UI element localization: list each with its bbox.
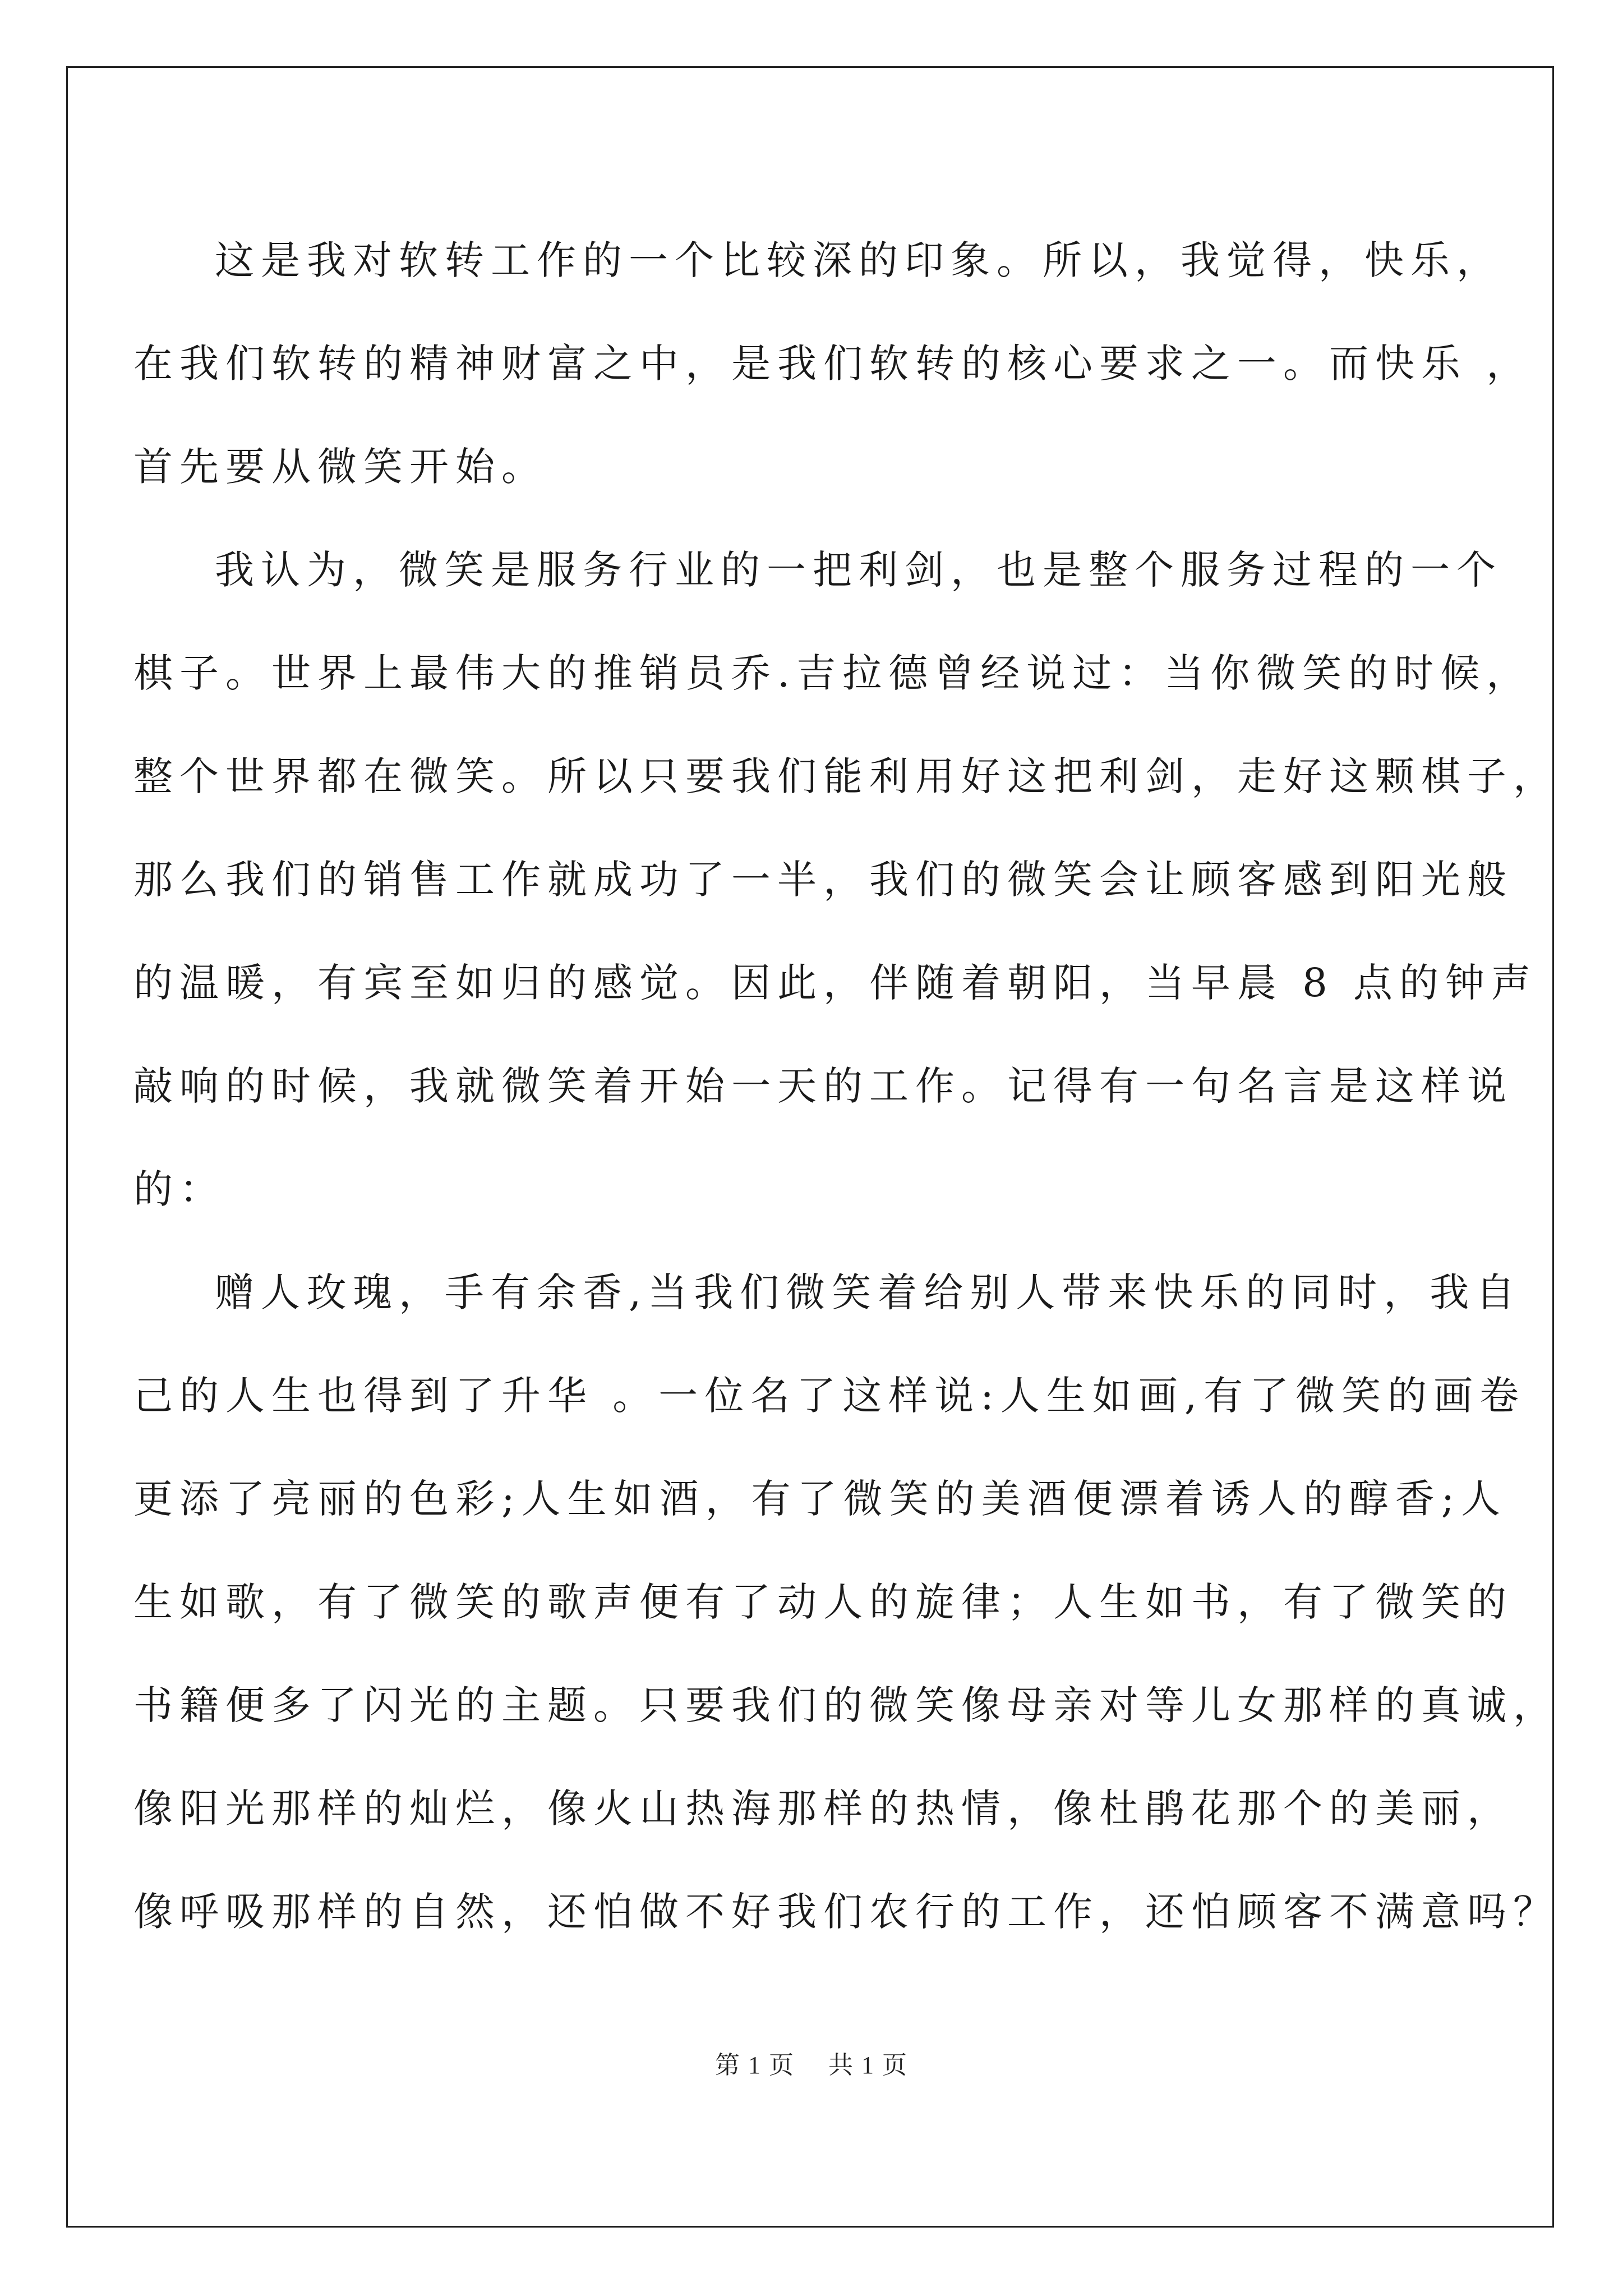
paragraph-2-line-1: 我认为，微笑是服务行业的一把利剑，也是整个服务过程的一个: [215, 547, 1502, 593]
paragraph-3-line-7: 像呼吸那样的自然，还怕做不好我们农行的工作，还怕顾客不满意吗？: [133, 1889, 1559, 1935]
paragraph-3-line-4: 生如歌，有了微笑的歌声便有了动人的旋律；人生如书，有了微笑的: [133, 1579, 1513, 1625]
document-body: [133, 209, 1559, 1963]
paragraph-3-line-1: 赠人玫瑰，手有余香,当我们微笑着给别人带来快乐的同时，我自: [215, 1269, 1522, 1315]
page-number-current: 第 1 页: [715, 2051, 795, 2079]
paragraph-1-line-1: 这是我对软转工作的一个比较深的印象。所以，我觉得，快乐，: [215, 237, 1502, 283]
paragraph-1-line-3: 首先要从微笑开始。: [133, 444, 547, 490]
paragraph-3-line-5: 书籍便多了闪光的主题。只要我们的微笑像母亲对等儿女那样的真诚，: [133, 1682, 1559, 1728]
paragraph-2-line-2: 棋子。世界上最伟大的推销员乔.吉拉德曾经说过：当你微笑的时候，: [133, 650, 1533, 696]
paragraph-3-line-3: 更添了亮丽的色彩;人生如酒，有了微笑的美酒便漂着诱人的醇香;人: [133, 1476, 1507, 1522]
paragraph-2-line-5: 的温暖，有宾至如归的感觉。因此，伴随着朝阳，当早晨 8 点的钟声: [133, 960, 1538, 1006]
paragraph-2-line-7: 的：: [133, 1166, 225, 1212]
paragraph-2-line-4: 那么我们的销售工作就成功了一半，我们的微笑会让顾客感到阳光般: [133, 857, 1513, 903]
paragraph-3-line-2: 己的人生也得到了升华 。一位名了这样说:人生如画,有了微笑的画卷: [133, 1373, 1526, 1419]
page-number-total: 共 1 页: [828, 2051, 908, 2079]
paragraph-2-line-6: 敲响的时候，我就微笑着开始一天的工作。记得有一句名言是这样说: [133, 1063, 1513, 1109]
paragraph-3-line-6: 像阳光那样的灿烂，像火山热海那样的热情，像杜鹃花那个的美丽，: [133, 1786, 1513, 1832]
paragraph-1-line-2: 在我们软转的精神财富之中，是我们软转的核心要求之一。而快乐 ，: [133, 341, 1533, 386]
page-footer: [0, 2045, 1623, 2081]
paragraph-2-line-3: 整个世界都在微笑。所以只要我们能利用好这把利剑，走好这颗棋子，: [133, 753, 1559, 799]
